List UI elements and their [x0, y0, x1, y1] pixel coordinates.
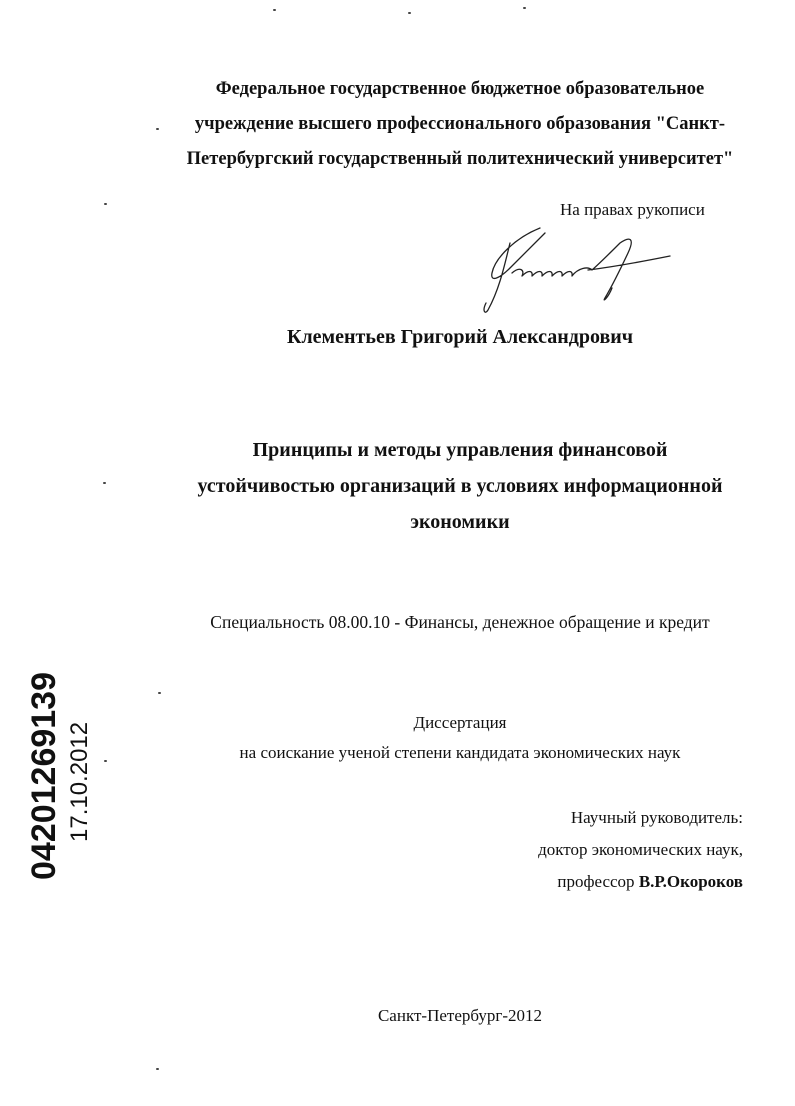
dissertation-type: Диссертация [413, 713, 507, 732]
dissertation-title [150, 432, 770, 540]
supervisor-position: профессор [557, 872, 635, 891]
manuscript-note: На правах рукописи [560, 200, 705, 219]
supervisor-name: В.Р.Окороков [638, 872, 743, 891]
institution-line: учреждение высшего профессионального образования "Санкт- [194, 114, 726, 134]
specialty-line: Специальность 08.00.10 - Финансы, денежное обращение и кредит [210, 612, 710, 632]
institution-name [150, 72, 770, 177]
scan-speck [103, 482, 106, 484]
supervisor-degree: доктор экономических наук, [538, 840, 743, 859]
title-line: Принципы и методы управления финансовой [252, 439, 668, 461]
supervisor-label: Научный руководитель: [570, 808, 743, 827]
author-name: Клементьев Григорий Александрович [286, 326, 634, 348]
scan-speck [273, 9, 276, 11]
supervisor-block [423, 802, 743, 898]
scan-speck [523, 7, 526, 9]
title-line: экономики [410, 511, 510, 533]
city-year: Санкт-Петербург-2012 [377, 1006, 543, 1025]
dissertation-degree-block [150, 708, 770, 768]
institution-line: Петербургский государственный политехнический университет" [186, 149, 734, 169]
scan-speck [156, 1068, 159, 1070]
institution-line: Федеральное государственное бюджетное образовательное [215, 79, 705, 99]
library-stamp-number: 04201269139 [25, 671, 63, 880]
library-stamp-date: 17.10.2012 [66, 721, 93, 842]
scan-speck [158, 692, 161, 694]
dissertation-degree: на соискание ученой степени кандидата экономических наук [239, 743, 681, 762]
title-line: устойчивостью организаций в условиях информационной [197, 475, 723, 497]
scan-speck [408, 12, 411, 14]
supervisor-position-line [423, 866, 743, 898]
scan-speck [104, 760, 107, 762]
author-signature [470, 218, 680, 318]
scan-speck [104, 203, 107, 205]
